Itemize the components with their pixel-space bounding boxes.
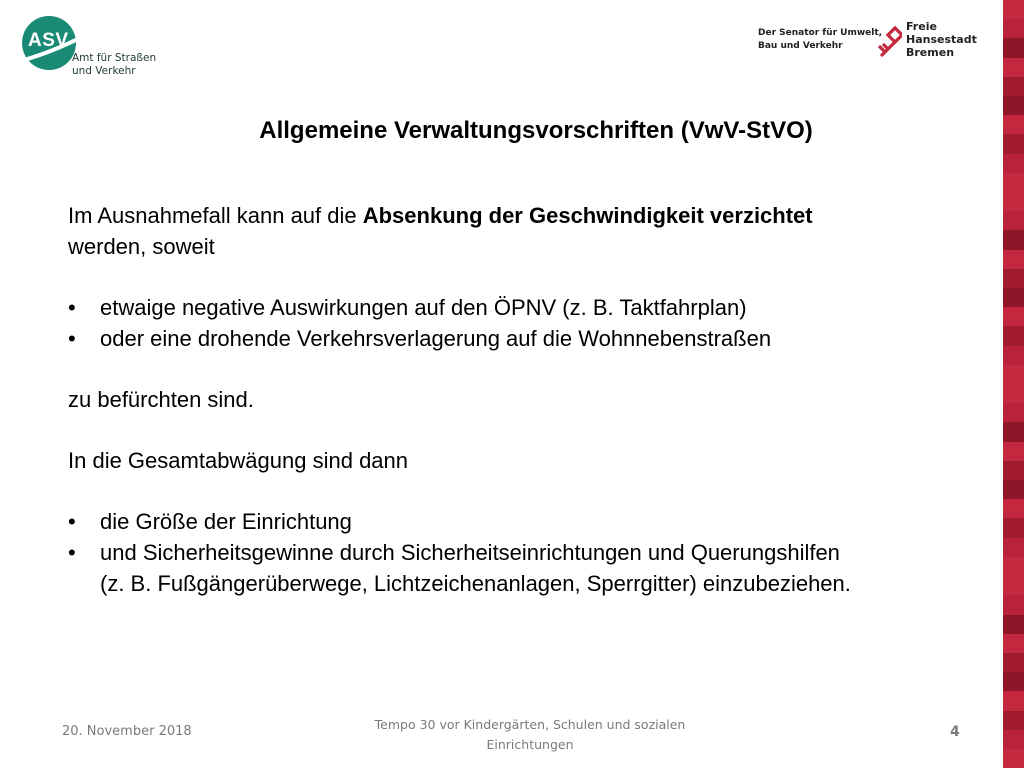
stripe-segment bbox=[1003, 634, 1024, 653]
asv-logo bbox=[22, 16, 182, 86]
stripe-segment bbox=[1003, 365, 1024, 384]
stripe-segment bbox=[1003, 192, 1024, 211]
stripe-segment bbox=[1003, 442, 1024, 461]
stripe-segment bbox=[1003, 730, 1024, 749]
stripe-segment bbox=[1003, 384, 1024, 403]
stripe-segment bbox=[1003, 326, 1024, 345]
intro-continuation: werden, soweit bbox=[68, 234, 215, 259]
stripe-segment bbox=[1003, 269, 1024, 288]
stripe-segment bbox=[1003, 403, 1024, 422]
page-number: 4 bbox=[950, 724, 960, 740]
slide-title: Allgemeine Verwaltungsvorschriften (VwV-StVO) bbox=[259, 117, 813, 144]
stripe-segment bbox=[1003, 250, 1024, 269]
stripe-segment bbox=[1003, 672, 1024, 691]
senator-label: Der Senator für Umwelt, Bau und Verkehr bbox=[758, 28, 883, 51]
stripe-segment bbox=[1003, 576, 1024, 595]
stripe-segment bbox=[1003, 691, 1024, 710]
bullet-icon: • bbox=[68, 540, 76, 565]
stripe-segment bbox=[1003, 346, 1024, 365]
stripe-segment bbox=[1003, 538, 1024, 557]
stripe-segment bbox=[1003, 499, 1024, 518]
bremen-key-icon bbox=[876, 26, 902, 62]
stripe-segment bbox=[1003, 518, 1024, 537]
asv-organization-name: Amt für Straßen und Verkehr bbox=[72, 52, 157, 77]
stripe-segment bbox=[1003, 595, 1024, 614]
stripe-segment bbox=[1003, 557, 1024, 576]
stripe-segment bbox=[1003, 461, 1024, 480]
stripe-segment bbox=[1003, 749, 1024, 768]
list-item: • die Größe der Einrichtung bbox=[68, 506, 968, 537]
list-item: • oder eine drohende Verkehrsverlagerung auf die Wohnnebenstraßen bbox=[68, 323, 968, 354]
stripe-segment bbox=[1003, 96, 1024, 115]
stripe-segment bbox=[1003, 38, 1024, 57]
stripe-segment bbox=[1003, 480, 1024, 499]
weighing-paragraph: In die Gesamtabwägung sind dann bbox=[68, 448, 409, 473]
list-item: • etwaige negative Auswirkungen auf den ÖPNV (z. B. Taktfahrplan) bbox=[68, 292, 968, 323]
bullet-icon: • bbox=[68, 509, 76, 534]
stripe-segment bbox=[1003, 77, 1024, 96]
asv-logo-text: ASV bbox=[28, 30, 69, 51]
bullet-list-factors bbox=[68, 506, 968, 599]
stripe-segment bbox=[1003, 230, 1024, 249]
decorative-stripe-column bbox=[1003, 0, 1024, 768]
footer-date: 20. November 2018 bbox=[62, 724, 192, 739]
intro-emphasis: Absenkung der Geschwindigkeit verzichtet bbox=[362, 203, 813, 228]
stripe-segment bbox=[1003, 288, 1024, 307]
stripe-segment bbox=[1003, 422, 1024, 441]
stripe-segment bbox=[1003, 615, 1024, 634]
stripe-segment bbox=[1003, 19, 1024, 38]
stripe-segment bbox=[1003, 653, 1024, 672]
stripe-segment bbox=[1003, 307, 1024, 326]
stripe-segment bbox=[1003, 58, 1024, 77]
footer-topic: Tempo 30 vor Kindergärten, Schulen und sozialen Einrichtungen bbox=[374, 717, 686, 752]
bremen-logo-text: Freie Hansestadt Bremen bbox=[906, 20, 977, 59]
stripe-segment bbox=[1003, 211, 1024, 230]
intro-text: Im Ausnahmefall kann auf die bbox=[68, 203, 363, 228]
stripe-segment bbox=[1003, 173, 1024, 192]
bullet-list-impacts bbox=[68, 292, 968, 354]
intro-paragraph bbox=[68, 200, 968, 262]
bullet-icon: • bbox=[68, 326, 76, 351]
stripe-segment bbox=[1003, 711, 1024, 730]
stripe-segment bbox=[1003, 0, 1024, 19]
list-item: • und Sicherheitsgewinne durch Sicherheitseinrichtungen und Querungshilfen (z. B. Fußgängerüberwege, Lichtzeichenanlagen, Sperrgitter) einzubeziehen. bbox=[68, 537, 860, 599]
slide-body bbox=[68, 200, 968, 599]
bullet-icon: • bbox=[68, 295, 76, 320]
stripe-segment bbox=[1003, 154, 1024, 173]
concern-paragraph: zu befürchten sind. bbox=[68, 387, 254, 412]
